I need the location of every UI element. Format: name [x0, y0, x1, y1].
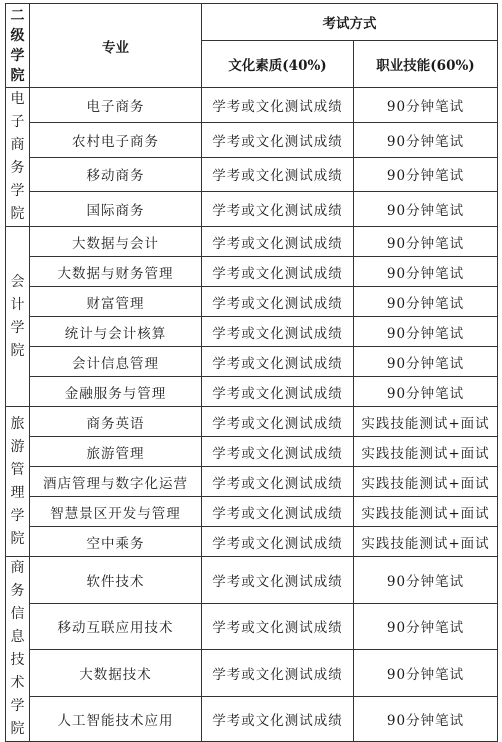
culture-assessment: 学考或文化测试成绩: [202, 696, 354, 741]
skill-assessment: 90分钟笔试: [354, 317, 498, 347]
college-name: 电子商务学院: [6, 88, 30, 227]
skill-assessment: 90分钟笔试: [354, 287, 498, 317]
culture-assessment: 学考或文化测试成绩: [202, 192, 354, 227]
culture-assessment: 学考或文化测试成绩: [202, 257, 354, 287]
skill-assessment: 实践技能测试+面试: [354, 407, 498, 437]
skill-assessment: 90分钟笔试: [354, 603, 498, 650]
table-row: [6, 527, 498, 557]
table-body: [6, 88, 498, 742]
major-name: 国际商务: [30, 192, 202, 227]
skill-assessment: 90分钟笔试: [354, 227, 498, 257]
major-name: 电子商务: [30, 88, 202, 123]
skill-assessment: 实践技能测试+面试: [354, 497, 498, 527]
culture-assessment: 学考或文化测试成绩: [202, 497, 354, 527]
header-exam-method: 考试方式: [202, 4, 498, 41]
major-name: 财富管理: [30, 287, 202, 317]
major-name: 会计信息管理: [30, 347, 202, 377]
culture-assessment: 学考或文化测试成绩: [202, 347, 354, 377]
skill-assessment: 90分钟笔试: [354, 347, 498, 377]
college-name: 会计学院: [6, 227, 30, 407]
table-row: [6, 377, 498, 407]
major-name: 移动互联应用技术: [30, 603, 202, 650]
skill-assessment: 90分钟笔试: [354, 257, 498, 287]
skill-assessment: 90分钟笔试: [354, 157, 498, 192]
major-name: 商务英语: [30, 407, 202, 437]
culture-assessment: 学考或文化测试成绩: [202, 603, 354, 650]
major-name: 智慧景区开发与管理: [30, 497, 202, 527]
culture-assessment: 学考或文化测试成绩: [202, 650, 354, 697]
skill-assessment: 实践技能测试+面试: [354, 437, 498, 467]
major-name: 统计与会计核算: [30, 317, 202, 347]
skill-assessment: 90分钟笔试: [354, 192, 498, 227]
culture-assessment: 学考或文化测试成绩: [202, 557, 354, 604]
table-row: [6, 347, 498, 377]
major-name: 大数据与财务管理: [30, 257, 202, 287]
skill-assessment: 90分钟笔试: [354, 88, 498, 123]
table-row: [6, 437, 498, 467]
major-name: 金融服务与管理: [30, 377, 202, 407]
table-row: [6, 497, 498, 527]
table-row: [6, 287, 498, 317]
table-row: [6, 122, 498, 157]
culture-assessment: 学考或文化测试成绩: [202, 122, 354, 157]
header-culture: 文化素质(40%): [202, 41, 354, 88]
header-major: 专业: [30, 4, 202, 88]
culture-assessment: 学考或文化测试成绩: [202, 437, 354, 467]
college-name: 商务信息技术学院: [6, 557, 30, 742]
header-row-1: [6, 4, 498, 41]
major-name: 移动商务: [30, 157, 202, 192]
skill-assessment: 90分钟笔试: [354, 557, 498, 604]
culture-assessment: 学考或文化测试成绩: [202, 227, 354, 257]
major-name: 农村电子商务: [30, 122, 202, 157]
major-name: 酒店管理与数字化运营: [30, 467, 202, 497]
admission-exam-table-wrapper: [5, 3, 498, 742]
table-row: [6, 603, 498, 650]
skill-assessment: 实践技能测试+面试: [354, 467, 498, 497]
major-name: 大数据与会计: [30, 227, 202, 257]
major-name: 空中乘务: [30, 527, 202, 557]
table-row: [6, 407, 498, 437]
culture-assessment: 学考或文化测试成绩: [202, 467, 354, 497]
skill-assessment: 90分钟笔试: [354, 377, 498, 407]
table-row: [6, 467, 498, 497]
skill-assessment: 实践技能测试+面试: [354, 527, 498, 557]
culture-assessment: 学考或文化测试成绩: [202, 317, 354, 347]
major-name: 软件技术: [30, 557, 202, 604]
table-row: [6, 696, 498, 741]
table-row: [6, 192, 498, 227]
table-row: [6, 157, 498, 192]
exam-method-table: [5, 3, 498, 742]
culture-assessment: 学考或文化测试成绩: [202, 88, 354, 123]
skill-assessment: 90分钟笔试: [354, 122, 498, 157]
header-college: 二级学院: [6, 4, 30, 88]
table-row: [6, 227, 498, 257]
major-name: 人工智能技术应用: [30, 696, 202, 741]
table-row: [6, 650, 498, 697]
major-name: 旅游管理: [30, 437, 202, 467]
table-row: [6, 257, 498, 287]
culture-assessment: 学考或文化测试成绩: [202, 157, 354, 192]
header-skill: 职业技能(60%): [354, 41, 498, 88]
skill-assessment: 90分钟笔试: [354, 696, 498, 741]
college-name: 旅游管理学院: [6, 407, 30, 557]
skill-assessment: 90分钟笔试: [354, 650, 498, 697]
culture-assessment: 学考或文化测试成绩: [202, 407, 354, 437]
table-row: [6, 557, 498, 604]
table-row: [6, 88, 498, 123]
major-name: 大数据技术: [30, 650, 202, 697]
table-row: [6, 317, 498, 347]
culture-assessment: 学考或文化测试成绩: [202, 377, 354, 407]
culture-assessment: 学考或文化测试成绩: [202, 527, 354, 557]
culture-assessment: 学考或文化测试成绩: [202, 287, 354, 317]
